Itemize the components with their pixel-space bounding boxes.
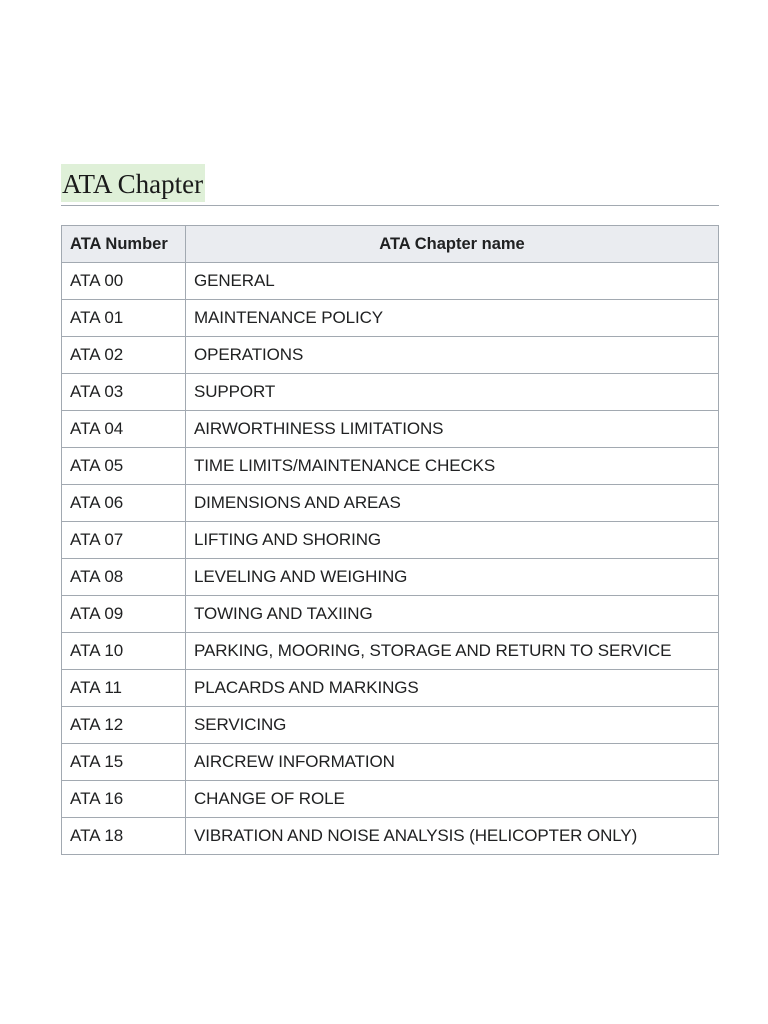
- table-row: [62, 485, 719, 522]
- ata-chapter-name-cell: TIME LIMITS/MAINTENANCE CHECKS: [186, 448, 719, 485]
- ata-chapter-name-cell: OPERATIONS: [186, 337, 719, 374]
- section-title: ATA Chapter: [61, 164, 205, 202]
- table-row: [62, 411, 719, 448]
- table-row: [62, 633, 719, 670]
- ata-number-cell: ATA 09: [62, 596, 186, 633]
- ata-number-cell: ATA 08: [62, 559, 186, 596]
- ata-number-cell: ATA 01: [62, 300, 186, 337]
- table-row: [62, 818, 719, 855]
- ata-chapter-name-cell: LEVELING AND WEIGHING: [186, 559, 719, 596]
- ata-number-cell: ATA 16: [62, 781, 186, 818]
- ata-number-cell: ATA 00: [62, 263, 186, 300]
- ata-chapter-table: [61, 225, 719, 855]
- ata-chapter-name-cell: LIFTING AND SHORING: [186, 522, 719, 559]
- ata-chapter-name-cell: VIBRATION AND NOISE ANALYSIS (HELICOPTER ONLY): [186, 818, 719, 855]
- table-row: [62, 744, 719, 781]
- table-row: [62, 596, 719, 633]
- ata-number-cell: ATA 18: [62, 818, 186, 855]
- column-header-ata-number: ATA Number: [62, 226, 186, 263]
- ata-chapter-name-cell: MAINTENANCE POLICY: [186, 300, 719, 337]
- table-row: [62, 337, 719, 374]
- table-body: [62, 263, 719, 855]
- ata-number-cell: ATA 03: [62, 374, 186, 411]
- table-row: [62, 300, 719, 337]
- ata-chapter-name-cell: DIMENSIONS AND AREAS: [186, 485, 719, 522]
- ata-chapter-name-cell: PARKING, MOORING, STORAGE AND RETURN TO SERVICE: [186, 633, 719, 670]
- section-heading-container: [61, 164, 719, 206]
- table-row: [62, 448, 719, 485]
- table-row: [62, 263, 719, 300]
- table-row: [62, 522, 719, 559]
- ata-number-cell: ATA 11: [62, 670, 186, 707]
- ata-number-cell: ATA 04: [62, 411, 186, 448]
- ata-number-cell: ATA 02: [62, 337, 186, 374]
- table-row: [62, 374, 719, 411]
- column-header-ata-chapter-name: ATA Chapter name: [186, 226, 719, 263]
- ata-number-cell: ATA 07: [62, 522, 186, 559]
- ata-chapter-name-cell: AIRCREW INFORMATION: [186, 744, 719, 781]
- ata-number-cell: ATA 10: [62, 633, 186, 670]
- ata-chapter-name-cell: CHANGE OF ROLE: [186, 781, 719, 818]
- ata-chapter-name-cell: SERVICING: [186, 707, 719, 744]
- table-row: [62, 670, 719, 707]
- ata-number-cell: ATA 15: [62, 744, 186, 781]
- table-row: [62, 559, 719, 596]
- ata-chapter-name-cell: PLACARDS AND MARKINGS: [186, 670, 719, 707]
- table-row: [62, 781, 719, 818]
- ata-chapter-name-cell: TOWING AND TAXIING: [186, 596, 719, 633]
- ata-number-cell: ATA 06: [62, 485, 186, 522]
- ata-chapter-name-cell: GENERAL: [186, 263, 719, 300]
- ata-number-cell: ATA 05: [62, 448, 186, 485]
- ata-chapter-name-cell: AIRWORTHINESS LIMITATIONS: [186, 411, 719, 448]
- table-header-row: [62, 226, 719, 263]
- table-row: [62, 707, 719, 744]
- ata-number-cell: ATA 12: [62, 707, 186, 744]
- ata-chapter-name-cell: SUPPORT: [186, 374, 719, 411]
